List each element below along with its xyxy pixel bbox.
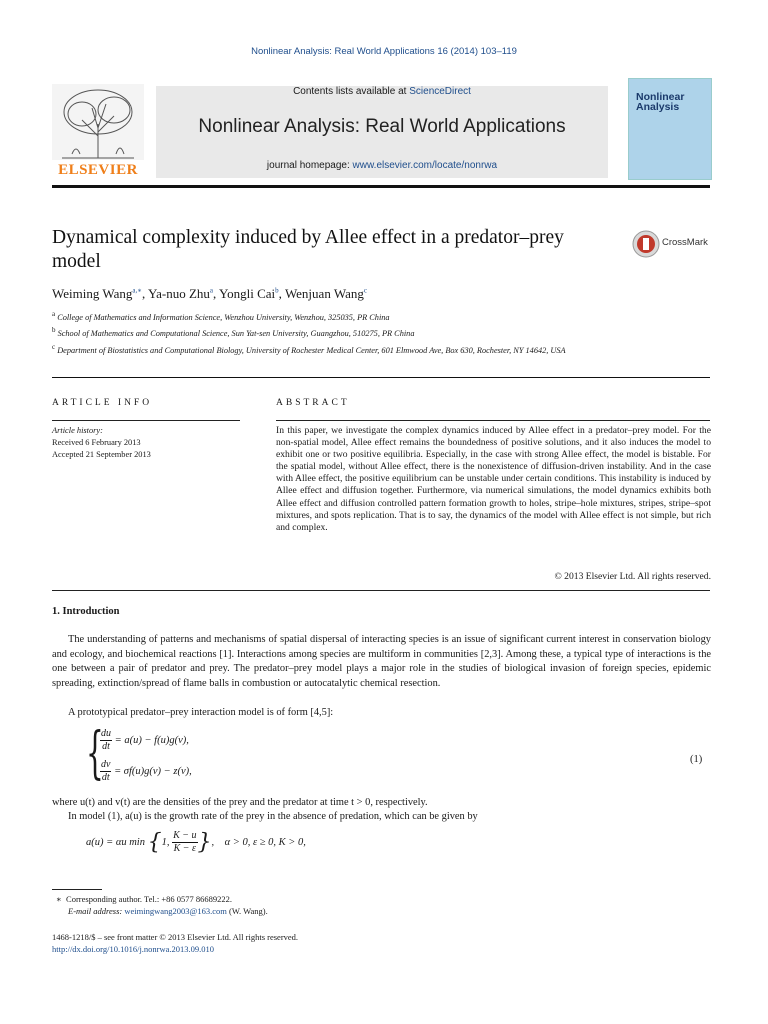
fraction-numerator: du: [101, 728, 111, 739]
crossmark-icon: [632, 230, 660, 258]
article-info-heading: ARTICLE INFO: [52, 398, 153, 408]
header-rule: [52, 185, 710, 188]
affiliation-text: School of Mathematics and Computational Science, Sun Yat-sen University, Guangzhou, 510275, PR China: [57, 328, 415, 338]
section-heading-introduction: 1. Introduction: [52, 606, 120, 617]
abstract-heading: ABSTRACT: [276, 398, 350, 408]
author-list: Weiming Wang$^{a,∗}$, Ya-nuo Zhu$^a$, Yongli Cai$^b$, Wenjuan Wang$^c$: [52, 286, 367, 301]
divider: [52, 590, 710, 591]
article-history: [52, 425, 252, 461]
fraction-numerator: K − u: [173, 830, 197, 841]
contents-line: [156, 86, 608, 97]
author-affiliation-mark[interactable]: b: [275, 286, 279, 295]
fraction-numerator: dv: [101, 759, 111, 770]
accepted-date: Accepted 21 September 2013: [52, 450, 151, 459]
fraction-denominator: dt: [102, 741, 110, 752]
history-label: Article history:: [52, 426, 103, 435]
homepage-prefix: journal homepage:: [266, 160, 353, 171]
equation-number: (1): [690, 754, 703, 765]
corresponding-author: Corresponding author. Tel.: +86 0577 86689222.: [66, 894, 233, 904]
intro-paragraph-3: where u(t) and v(t) are the densities of the prey and the predator at time t > 0, respectively.: [52, 797, 428, 808]
intro-paragraph-2: A prototypical predator–prey interaction model is of form [4,5]:: [68, 707, 334, 718]
affiliation: [52, 325, 652, 339]
equation-2: a(u) = αu min {1, $\frac{K - u}{K - \varepsilon}$ }, α > 0, ε ≥ 0, K > 0,: [86, 830, 306, 855]
equation-brace: {: [147, 830, 162, 855]
homepage-line: [156, 160, 608, 171]
issn-line: 1468-1218/$ – see front matter © 2013 Elsevier Ltd. All rights reserved.: [52, 932, 299, 942]
sciencedirect-link[interactable]: ScienceDirect: [409, 86, 471, 97]
divider: [276, 420, 710, 421]
equation-conditions: α > 0, ε ≥ 0, K > 0,: [224, 836, 306, 848]
email-link[interactable]: weimingwang2003@163.com: [124, 906, 227, 916]
journal-reference[interactable]: Nonlinear Analysis: Real World Applications 16 (2014) 103–119: [251, 46, 517, 57]
equation-term: 1,: [161, 836, 170, 848]
equation-brace: }: [197, 830, 212, 855]
affiliation-mark: b: [52, 326, 56, 334]
affiliation: [52, 342, 612, 356]
equation-1-line-2: [100, 759, 192, 784]
footnote-marker: ∗: [56, 894, 62, 904]
equation-rhs: = σf(u)g(v) − z(v),: [114, 765, 192, 777]
affiliation: [52, 309, 652, 323]
email-label: E-mail address:: [68, 906, 125, 916]
intro-paragraph-1: The understanding of patterns and mechanisms of spatial dispersal of interacting species is an issue of significant current interest in conservation biology and ecology, and biochemical reactions [1]. Interactions among species are multiform in communities [2,3]. Among these, a typical type of interactions is the one between a pair of predator and prey. The predator–prey model plays a major role in the studies of biological invasion of foreign species, epidemic spreading, extinction/spread of flame balls in combustion or autocatalytic chemical resection.: [52, 634, 711, 689]
paper-title: Dynamical complexity induced by Allee effect in a predator–prey model: [52, 227, 564, 272]
homepage-link[interactable]: www.elsevier.com/locate/nonrwa: [352, 160, 498, 171]
author-name: Ya-nuo Zhu: [148, 286, 210, 301]
cover-title: Nonlinear Analysis: [636, 91, 685, 113]
footnote-rule: [52, 889, 102, 890]
received-date: Received 6 February 2013: [52, 438, 141, 447]
affiliation-text: Department of Biostatistics and Computational Biology, University of Rochester Medical Center, 601 Elmwood Ave, Box 630, Rochester, NY 14642, USA: [57, 345, 566, 355]
crossmark-label: CrossMark: [662, 237, 708, 248]
divider: [52, 420, 240, 421]
author-affiliation-mark[interactable]: c: [363, 286, 367, 295]
affiliation-mark: a: [52, 310, 56, 318]
equation-lhs: a(u) = αu min: [86, 836, 145, 848]
elsevier-wordmark: ELSEVIER: [58, 162, 138, 178]
front-matter: [52, 931, 298, 955]
author-name: Yongli Cai: [219, 286, 276, 301]
abstract-body: In this paper, we investigate the complex dynamics induced by Allee effect in a predator–prey model. For the non-spatial model, Allee effect remains the boundedness of positive solutions, and it also induces the model to exhibit one or two positive equilibria. Especially, in the case with strong Allee effect, the model is bistable. For the spatial model, without Allee effect, there is the nonexistence of diffusion-driven instability. And in the case with Allee effect, the positive equilibrium can be unstable under certain conditions. This instability is induced by Allee effect and diffusion together. Furthermore, via numerical simulations, the model dynamics exhibits both Allee effect and diffusion controlled pattern formation growth to holes, stripe–hole mixtures, stripes, stripe–spot mixtures, and spots replication. That is to say, the dynamics of the model with Allee effect is not simple, but rich and complex.: [276, 425, 711, 533]
author-name: Weiming Wang: [52, 286, 133, 301]
equation-rhs: = a(u) − f(u)g(v),: [114, 734, 189, 746]
affiliation-text: College of Mathematics and Information Science, Wenzhou University, Wenzhou, 325035, PR China: [57, 312, 390, 322]
doi-link[interactable]: http://dx.doi.org/10.1016/j.nonrwa.2013.09.010: [52, 944, 215, 954]
crossmark-badge[interactable]: [632, 229, 714, 259]
affiliation-mark: c: [52, 343, 56, 351]
footnote: [56, 893, 268, 917]
divider: [52, 377, 710, 378]
equation-brace: {: [86, 721, 104, 786]
equation-1-line-1: [100, 728, 189, 753]
author-affiliation-mark[interactable]: a,∗: [132, 286, 142, 295]
contents-prefix: Contents lists available at: [293, 86, 410, 97]
fraction-denominator: dt: [101, 772, 110, 783]
author-name: Wenjuan Wang: [284, 286, 364, 301]
journal-title: Nonlinear Analysis: Real World Applications: [198, 116, 566, 137]
fraction-denominator: K − ε: [173, 843, 196, 854]
copyright-line: © 2013 Elsevier Ltd. All rights reserved.: [554, 571, 711, 582]
intro-paragraph-4: In model (1), a(u) is the growth rate of the prey in the absence of predation, which can be given by: [68, 811, 478, 822]
email-suffix: (W. Wang).: [226, 906, 268, 916]
author-affiliation-mark[interactable]: a: [209, 286, 214, 295]
